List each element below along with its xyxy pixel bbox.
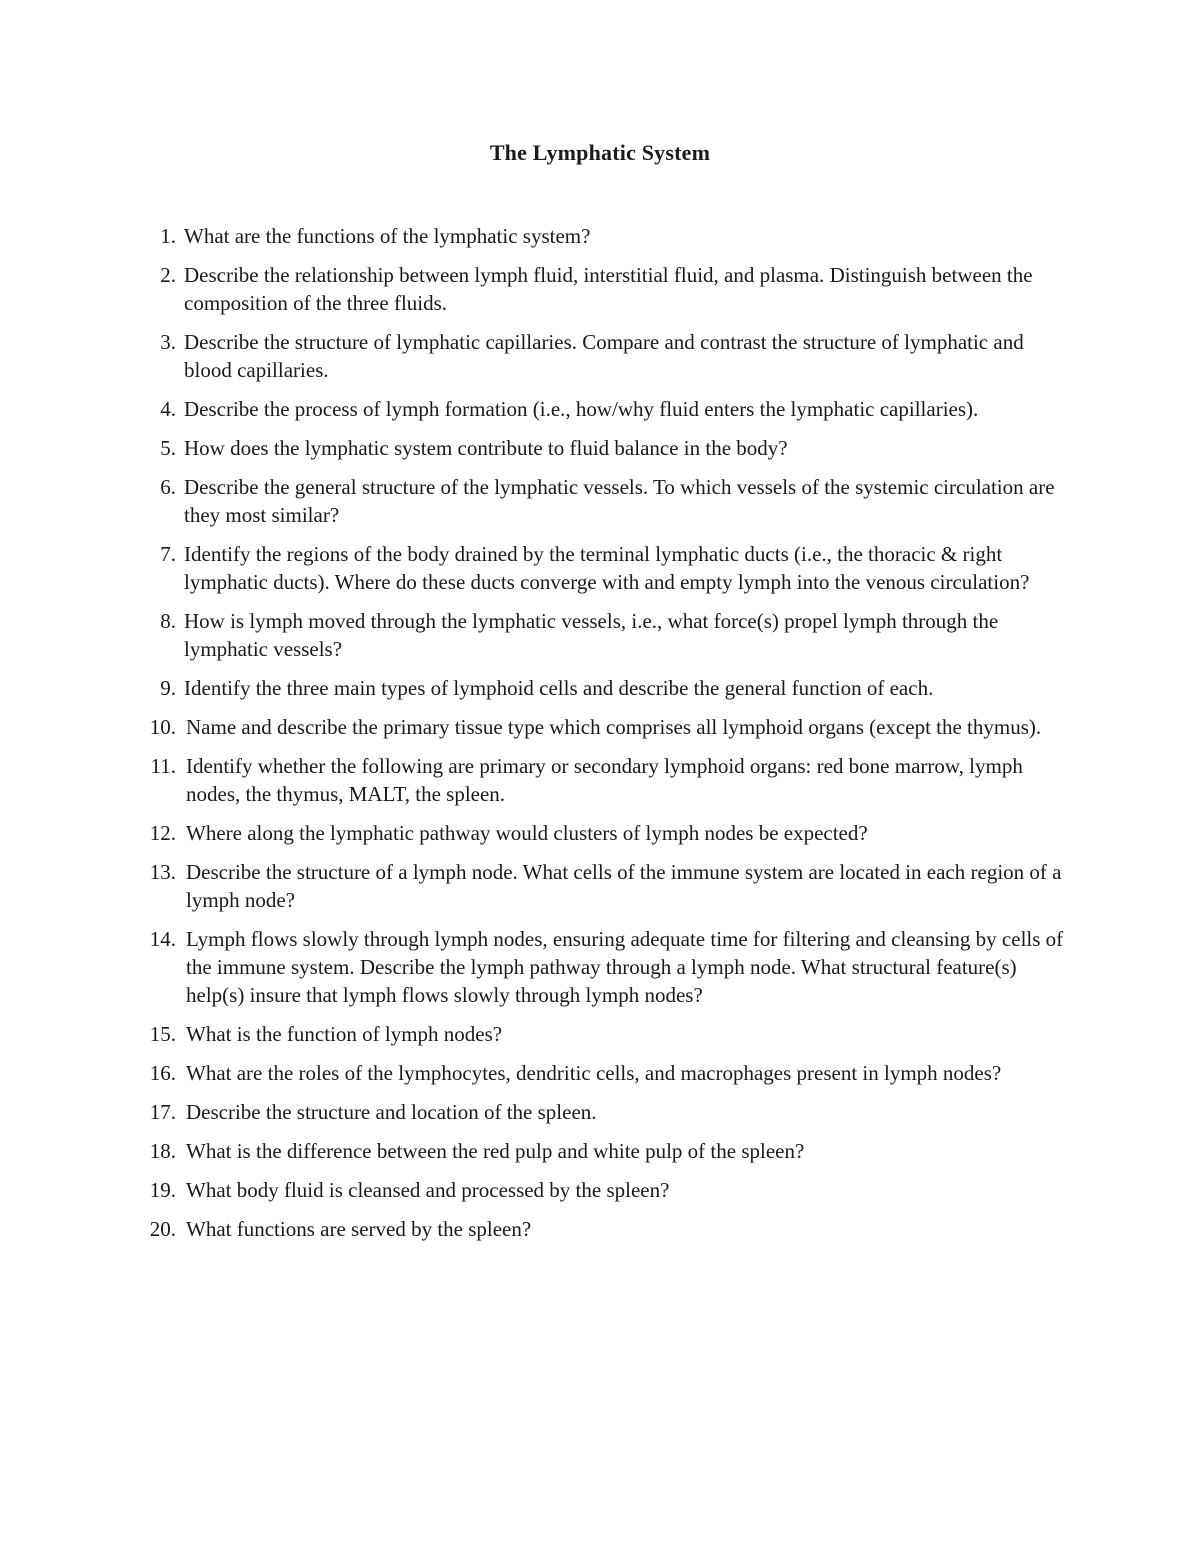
question-text: What is the function of lymph nodes? xyxy=(186,1022,503,1046)
question-item-13 xyxy=(140,858,1070,914)
question-text: What functions are served by the spleen? xyxy=(186,1217,532,1241)
question-item-2 xyxy=(140,261,1070,317)
question-number: 2. xyxy=(160,263,176,287)
question-item-11 xyxy=(140,752,1070,808)
question-item-6 xyxy=(140,473,1070,529)
question-item-18 xyxy=(140,1137,1070,1165)
question-text: What are the roles of the lymphocytes, dendritic cells, and macrophages present in lymph nodes? xyxy=(186,1061,1002,1085)
question-number: 14. xyxy=(149,927,176,951)
question-text: What body fluid is cleansed and processed by the spleen? xyxy=(186,1178,670,1202)
question-item-20 xyxy=(140,1215,1070,1243)
question-text: How does the lymphatic system contribute to fluid balance in the body? xyxy=(184,436,788,460)
page-title: The Lymphatic System xyxy=(489,140,711,165)
question-text: Name and describe the primary tissue type which comprises all lymphoid organs (except the thymus). xyxy=(186,715,1042,739)
question-number: 19. xyxy=(149,1178,176,1202)
question-text: Describe the structure of lymphatic capillaries. Compare and contrast the structure of lymphatic and blood capillaries. xyxy=(184,330,1024,382)
question-item-5 xyxy=(140,434,1070,462)
question-number: 18. xyxy=(149,1139,176,1163)
question-item-19 xyxy=(140,1176,1070,1204)
question-text: Where along the lymphatic pathway would clusters of lymph nodes be expected? xyxy=(186,821,868,845)
question-number: 13. xyxy=(149,860,176,884)
question-item-17 xyxy=(140,1098,1070,1126)
question-item-4 xyxy=(140,395,1070,423)
question-text: Identify whether the following are primary or secondary lymphoid organs: red bone marrow, lymph nodes, the thymus, MALT, the spleen. xyxy=(186,754,1023,806)
question-item-9 xyxy=(140,674,1070,702)
question-text: How is lymph moved through the lymphatic vessels, i.e., what force(s) propel lymph through the lymphatic vessels? xyxy=(184,609,999,661)
question-text: Describe the general structure of the lymphatic vessels. To which vessels of the systemic circulation are they most similar? xyxy=(184,475,1055,527)
question-text: What are the functions of the lymphatic system? xyxy=(184,224,591,248)
question-item-7 xyxy=(140,540,1070,596)
question-number: 11. xyxy=(150,754,176,778)
question-item-10 xyxy=(140,713,1070,741)
question-number: 15. xyxy=(149,1022,176,1046)
question-number: 8. xyxy=(160,609,176,633)
question-number: 16. xyxy=(149,1061,176,1085)
question-item-15 xyxy=(140,1020,1070,1048)
question-item-3 xyxy=(140,328,1070,384)
question-text: Describe the process of lymph formation (i.e., how/why fluid enters the lymphatic capillaries). xyxy=(184,397,979,421)
question-text: Lymph flows slowly through lymph nodes, ensuring adequate time for filtering and cleansing by cells of the immune system. Describe the lymph pathway through a lymph node. What structural feature(s) help(s) insure that lymph flows slowly through lymph nodes? xyxy=(186,927,1064,1007)
question-number: 7. xyxy=(160,542,176,566)
question-number: 1. xyxy=(160,224,176,248)
question-number: 6. xyxy=(160,475,176,499)
question-text: Describe the structure and location of the spleen. xyxy=(186,1100,597,1124)
question-number: 3. xyxy=(160,330,176,354)
question-item-16 xyxy=(140,1059,1070,1087)
question-number: 17. xyxy=(149,1100,176,1124)
question-item-14 xyxy=(140,925,1070,1009)
question-number: 12. xyxy=(149,821,176,845)
question-number: 4. xyxy=(160,397,176,421)
question-text: Identify the regions of the body drained by the terminal lymphatic ducts (i.e., the thoracic & right lymphatic ducts). Where do these ducts converge with and empty lymph into the venous circulation? xyxy=(184,542,1030,594)
question-number: 10. xyxy=(149,715,176,739)
question-number: 5. xyxy=(160,436,176,460)
question-text: Describe the structure of a lymph node. What cells of the immune system are located in each region of a lymph node? xyxy=(186,860,1062,912)
question-item-1 xyxy=(140,222,1070,250)
question-item-12 xyxy=(140,819,1070,847)
question-text: Identify the three main types of lymphoid cells and describe the general function of each. xyxy=(184,676,934,700)
question-text: What is the difference between the red pulp and white pulp of the spleen? xyxy=(186,1139,805,1163)
question-text: Describe the relationship between lymph fluid, interstitial fluid, and plasma. Distinguish between the composition of the three fluids. xyxy=(184,263,1033,315)
question-number: 9. xyxy=(160,676,176,700)
question-item-8 xyxy=(140,607,1070,663)
question-list xyxy=(140,222,1070,1254)
question-number: 20. xyxy=(149,1217,176,1241)
